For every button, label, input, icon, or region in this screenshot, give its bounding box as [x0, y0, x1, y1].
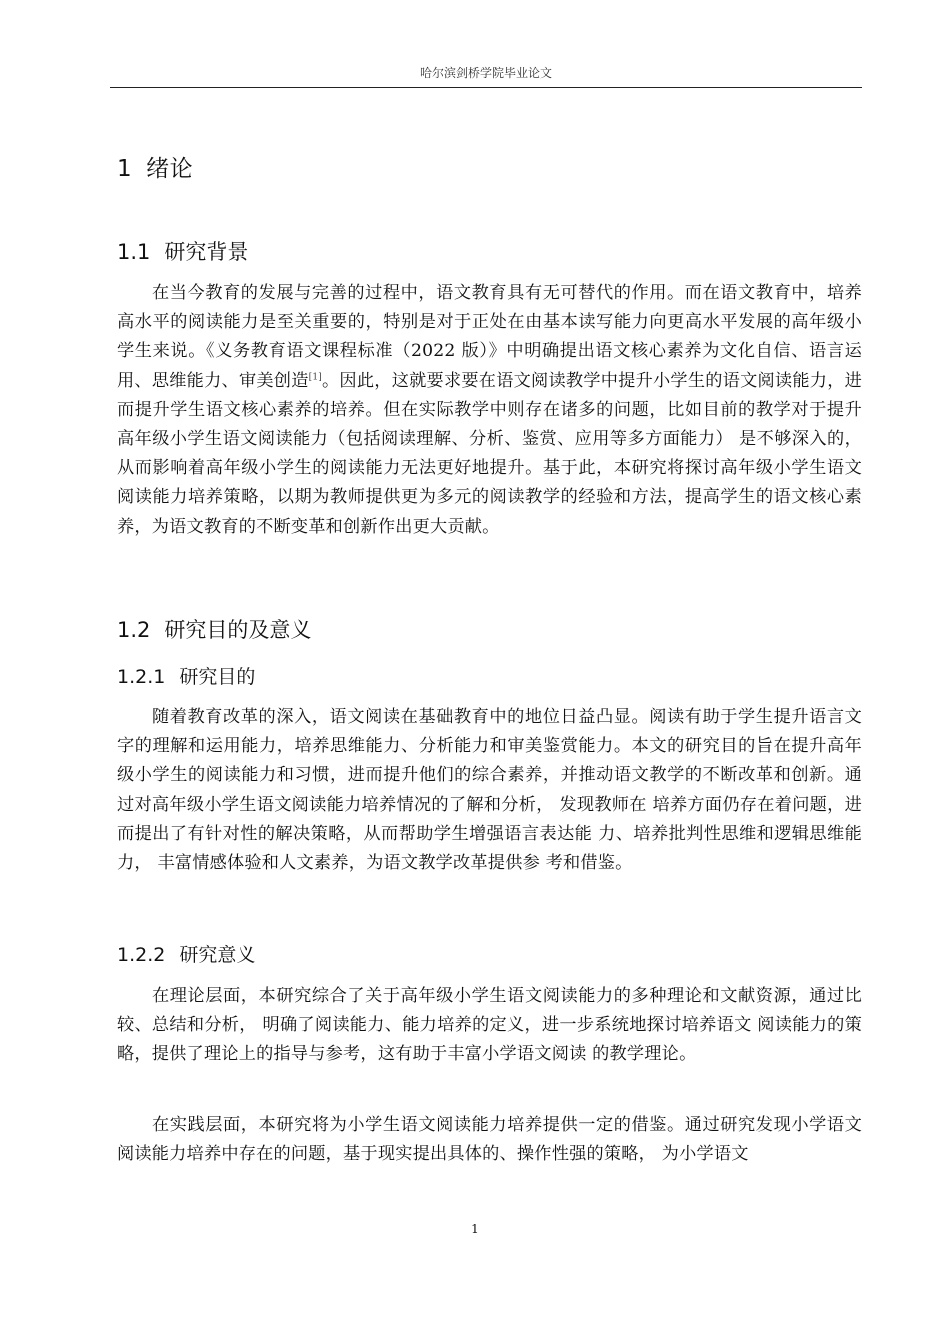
citation-ref[interactable]: [1]: [308, 371, 322, 382]
subsection-heading-purpose: [117, 662, 255, 689]
background-text-part1: 在当今教育的发展与完善的过程中，语文教育具有无可替代的作用。而在语文教育中，培养高水平的阅读能力是至关重要的，特别是对于正处在由基本读写能力向更高水平发展的高年级小学生来说。《义务教育语文课程标准（2022 版）》中明确提出语文核心素养为文化自信、语言运用、思维能力、审美创造: [117, 283, 862, 391]
significance-theory-paragraph: 在理论层面，本研究综合了关于高年级小学生语文阅读能力的多种理论和文献资源，通过比较、总结和分析， 明确了阅读能力、能力培养的定义，进一步系统地探讨培养语文 阅读能力的策略，提供了理论上的指导与参考，这有助于丰富小学语文阅读 的教学理论。: [117, 986, 862, 1065]
background-paragraph: [117, 279, 862, 542]
background-text-part2: 。因此，这就要求要在语文阅读教学中提升小学生的语文阅读能力，进而提升学生语文核心素养的培养。但在实际教学中则存在诸多的问题，比如目前的教学对于提升高年级小学生语文阅读能力（包括阅读理解、分析、鉴赏、应用等多方面能力） 是不够深入的，从而影响着高年级小学生的阅读能力无法更好地提升。基于此，本研究将探讨高年级小学生语文阅读能力培养策略，以期为教师提供更为多元的阅读教学的经验和方法，提高学生的语文核心素养，为语文教育的不断变革和创新作出更大贡献。: [117, 370, 863, 537]
subsection-title: 研究目的: [179, 666, 256, 688]
section-number: 1.2: [117, 618, 151, 642]
chapter-number: 1: [117, 156, 133, 182]
section-number: 1.1: [117, 240, 151, 264]
section-title: 研究目的及意义: [164, 618, 312, 642]
subsection-number: 1.2.2: [117, 944, 166, 966]
header-divider: [110, 87, 862, 88]
running-header: 哈尔滨剑桥学院毕业论文: [419, 66, 552, 80]
subsection-heading-significance: [117, 940, 255, 967]
subsection-number: 1.2.1: [117, 666, 166, 688]
page-number: 1: [471, 1222, 479, 1236]
section-heading-background: [117, 236, 248, 266]
section-title: 研究背景: [164, 240, 249, 264]
section-heading-purpose-significance: [117, 614, 311, 644]
purpose-paragraph: 随着教育改革的深入，语文阅读在基础教育中的地位日益凸显。阅读有助于学生提升语言文字的理解和运用能力，培养思维能力、分析能力和审美鉴赏能力。本文的研究目的旨在提升高年级小学生的阅读能力和习惯，进而提升他们的综合素养，并推动语文教学的不断改革和创新。通过对高年级小学生语文阅读能力培养情况的了解和分析， 发现教师在 培养方面仍存在着问题，进而提出了有针对性的解决策略，从而帮助学生增强语言表达能 力、培养批判性思维和逻辑思维能力， 丰富情感体验和人文素养，为语文教学改革提供参 考和借鉴。: [117, 707, 862, 874]
significance-practice-paragraph: 在实践层面，本研究将为小学生语文阅读能力培养提供一定的借鉴。通过研究发现小学语文阅读能力培养中存在的问题，基于现实提出具体的、操作性强的策略， 为小学语文: [117, 1115, 862, 1165]
chapter-title: 绪论: [146, 156, 194, 182]
subsection-title: 研究意义: [179, 944, 256, 966]
chapter-heading: [117, 150, 193, 183]
